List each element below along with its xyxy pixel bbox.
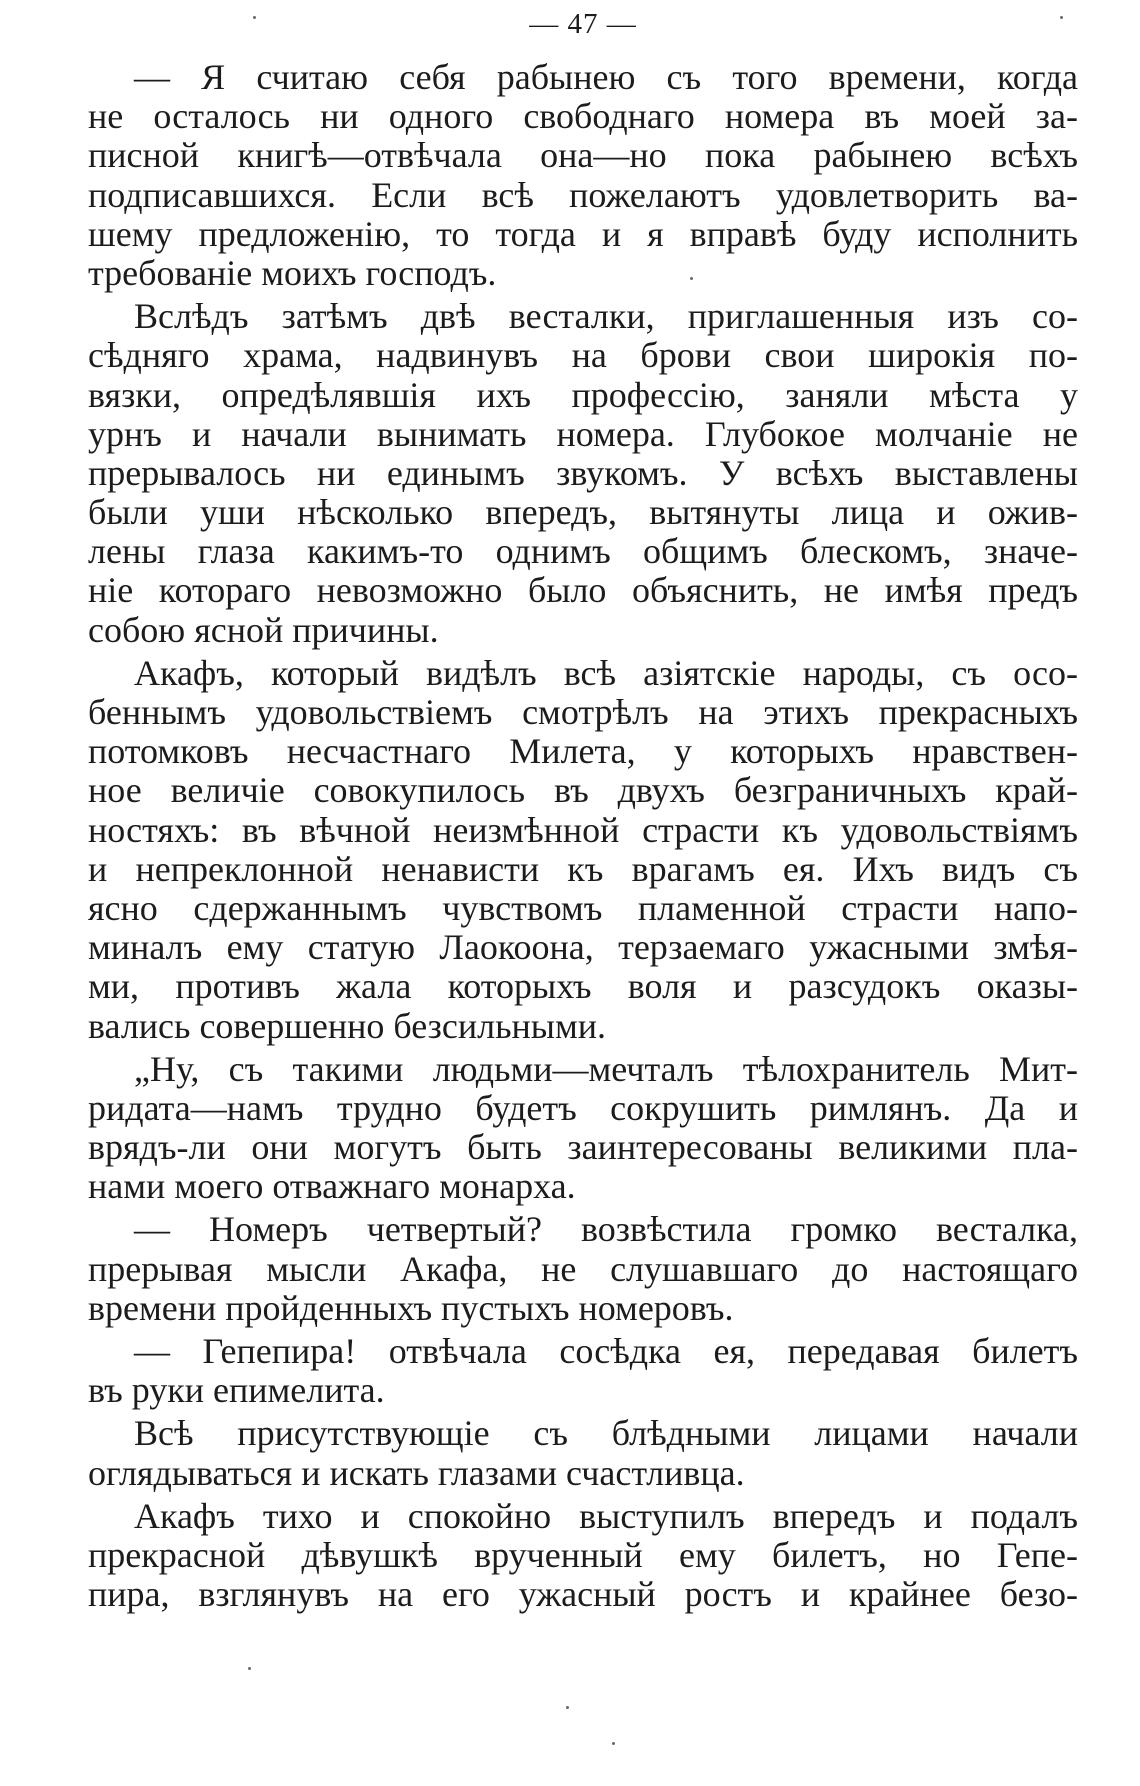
text-line: ясно сдержаннымъ чувствомъ пламенной страсти напо- [88,887,1078,928]
print-speck [612,1742,615,1745]
text-line: ми, противъ жала которыхъ воля и разсудокъ оказы- [88,966,1078,1007]
text-line: Акафъ, который видѣлъ всѣ азіятскіе народы, съ осо- [134,652,1078,693]
text-line: Всѣ присутствующіе съ блѣдными лицами начали [134,1413,1078,1454]
text-line: миналъ ему статую Лаокоона, терзаемаго ужасными змѣя- [88,927,1078,968]
text-line: Акафъ тихо и спокойно выступилъ впередъ и подалъ [134,1495,1078,1536]
text-line: — Гепепира! отвѣчала сосѣдка ея, передавая билетъ [134,1331,1078,1371]
paragraph [88,1210,1078,1328]
text-line: прекрасной дѣвушкѣ врученный ему билетъ, но Гепе- [88,1534,1078,1575]
book-page [88,0,1078,1786]
print-speck [566,1706,569,1709]
text-line: прерывая мысли Акафа, не слушавшаго до настоящаго [88,1248,1078,1289]
text-line: собою ясной причины. [88,609,439,650]
text-line: оглядываться и искать глазами счастливца. [88,1452,745,1493]
text-line: писной книгѣ—отвѣчала она—но пока рабынею всѣхъ [88,135,1078,176]
text-line: шему предложенію, то тогда и я вправѣ буду исполнить [88,213,1078,254]
text-line: — Я считаю себя рабынею съ того времени, когда [134,57,1078,97]
text-line: ное величіе совокупилось въ двухъ безграничныхъ край- [88,770,1078,811]
text-line: ніе котораго невозможно было объяснить, не имѣя предъ [88,570,1078,611]
text-line: сѣдняго храма, надвинувъ на брови свои широкія по- [88,335,1078,376]
print-speck [690,277,693,280]
text-line: врядъ-ли они могутъ быть заинтересованы великими пла- [88,1127,1078,1168]
text-line: потомковъ несчастнаго Милета, у которыхъ нравствен- [88,731,1078,772]
text-line: нами моего отважнаго монарха. [88,1166,576,1207]
text-line: въ руки епимелита. [88,1370,385,1411]
print-speck [253,16,256,19]
text-line: прерывалось ни единымъ звукомъ. У всѣхъ выставлены [88,452,1078,493]
paragraph [88,654,1078,1046]
text-line: времени пройденныхъ пустыхъ номеровъ. [88,1287,734,1328]
paragraph [88,1497,1078,1615]
print-speck [1060,16,1063,19]
text-line: и непреклонной ненависти къ врагамъ ея. Ихъ видъ съ [88,848,1078,889]
text-line: вязки, опредѣлявшія ихъ профессію, заняли мѣста у [88,374,1078,415]
text-line: были уши нѣсколько впередъ, вытянуты лица и ожив- [88,492,1078,533]
text-line: подписавшихся. Если всѣ пожелаютъ удовлетворить ва- [88,174,1078,215]
text-line: не осталось ни одного свободнаго номера въ моей за- [88,96,1078,137]
text-line: требованіе моихъ господъ. [88,252,497,293]
text-line: ридата—намъ трудно будетъ сокрушить римлянъ. Да и [88,1087,1078,1128]
paragraph [88,58,1078,293]
body-text [88,58,1078,1614]
print-speck [248,1667,251,1670]
text-line: „Ну, съ такими людьми—мечталъ тѣлохранитель Мит- [134,1048,1078,1089]
text-line: Вслѣдъ затѣмъ двѣ весталки, приглашенныя изъ со- [134,296,1078,337]
paragraph [88,297,1078,650]
text-line: пира, взглянувъ на его ужасный ростъ и крайнее безо- [88,1574,1078,1615]
text-line: вались совершенно безсильными. [88,1005,607,1046]
text-line: — Номеръ четвертый? возвѣстила громко весталка, [134,1209,1078,1250]
paragraph [88,1332,1078,1410]
paragraph [88,1414,1078,1492]
text-line: лены глаза какимъ-то однимъ общимъ блескомъ, значе- [88,531,1078,572]
text-line: ностяхъ: въ вѣчной неизмѣнной страсти къ удовольствіямъ [88,809,1078,850]
text-line: беннымъ удовольствіемъ смотрѣлъ на этихъ прекрасныхъ [88,692,1078,732]
page-number: — 47 — [529,8,637,40]
paragraph [88,1050,1078,1207]
text-line: урнъ и начали вынимать номера. Глубокое молчаніе не [88,413,1078,454]
